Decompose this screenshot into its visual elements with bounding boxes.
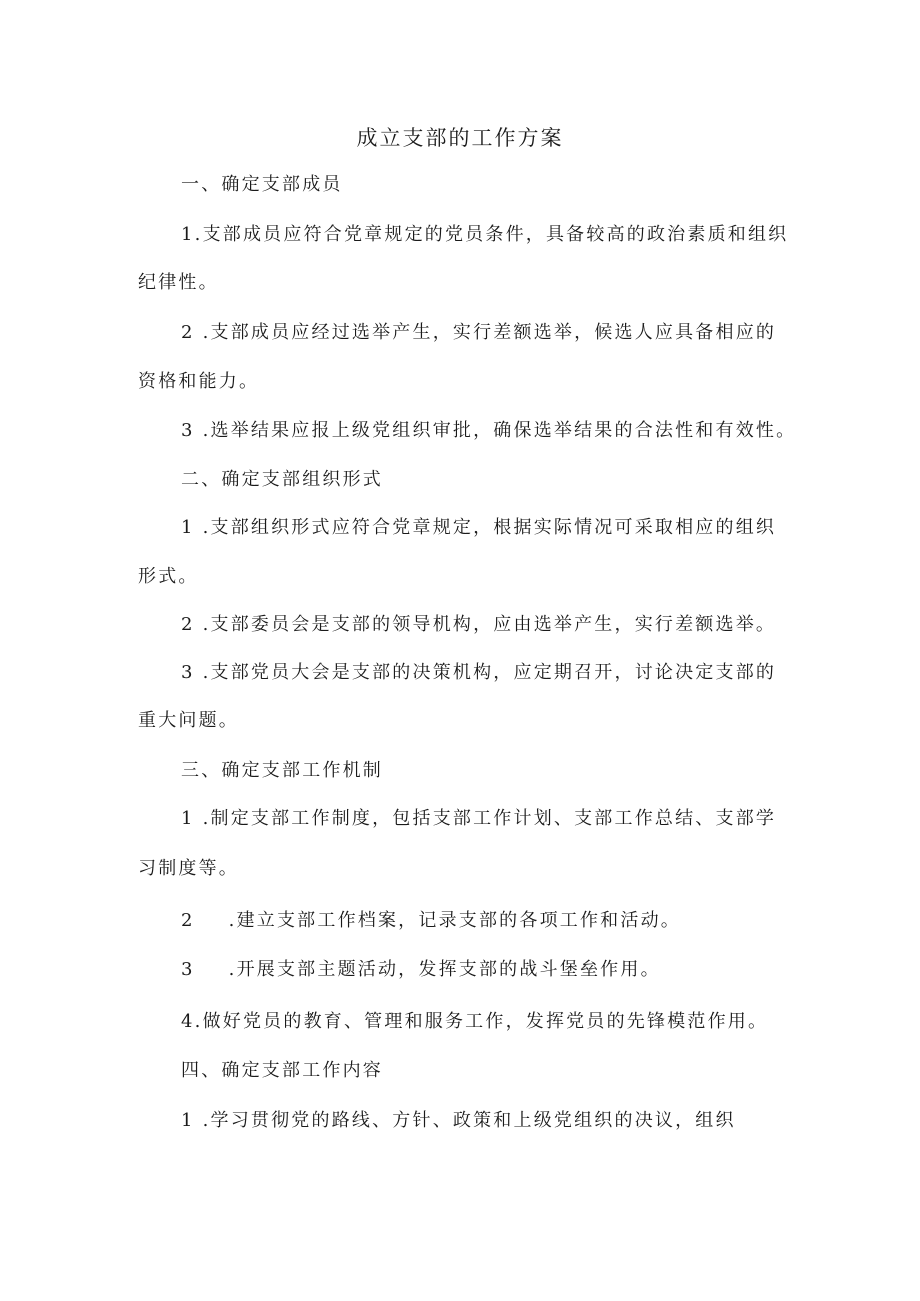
section-2-item-1-line-1: 1 .支部组织形式应符合党章规定，根据实际情况可采取相应的组织 [181, 517, 777, 538]
section-1-item-2-line-2: 资格和能力。 [138, 371, 260, 392]
section-1-item-3-line-1: 3 .选举结果应报上级党组织审批，确保选举结果的合法性和有效性。 [181, 420, 797, 441]
section-2-item-3-line-1: 3 .支部党员大会是支部的决策机构，应定期召开，讨论决定支部的 [181, 662, 777, 683]
section-2-item-3-line-2: 重大问题。 [138, 710, 239, 731]
section-3-item-3-text: .开展支部主题活动，发挥支部的战斗堡垒作用。 [228, 959, 661, 980]
section-1-heading: 一、确定支部成员 [181, 174, 343, 195]
section-3-item-2-number: 2 [181, 910, 195, 931]
document-title: 成立支部的工作方案 [356, 126, 564, 150]
section-2-item-2-line-1: 2 .支部委员会是支部的领导机构，应由选举产生，实行差额选举。 [181, 614, 777, 635]
section-3-item-2-text: .建立支部工作档案，记录支部的各项工作和活动。 [228, 910, 681, 931]
section-3-item-1-line-2: 习制度等。 [138, 858, 239, 879]
section-4-heading: 四、确定支部工作内容 [181, 1060, 383, 1081]
section-4-item-1-line-1: 1 .学习贯彻党的路线、方针、政策和上级党组织的决议，组织 [181, 1110, 736, 1131]
section-1-item-1-line-1: 1.支部成员应符合党章规定的党员条件，具备较高的政治素质和组织 [181, 224, 789, 245]
section-3-item-3-line-1 [181, 957, 661, 983]
section-3-item-4-line-1: 4.做好党员的教育、管理和服务工作，发挥党员的先锋模范作用。 [181, 1011, 769, 1032]
section-3-heading: 三、确定支部工作机制 [181, 760, 383, 781]
section-1-item-2-line-1: 2 .支部成员应经过选举产生，实行差额选举，候选人应具备相应的 [181, 322, 777, 343]
section-1-item-1-line-2: 纪律性。 [138, 272, 219, 293]
section-2-item-1-line-2: 形式。 [138, 566, 199, 587]
section-3-item-1-line-1: 1 .制定支部工作制度，包括支部工作计划、支部工作总结、支部学 [181, 808, 777, 829]
section-2-heading: 二、确定支部组织形式 [181, 469, 383, 490]
section-3-item-2-line-1 [181, 908, 681, 934]
section-3-item-3-number: 3 [181, 959, 195, 980]
